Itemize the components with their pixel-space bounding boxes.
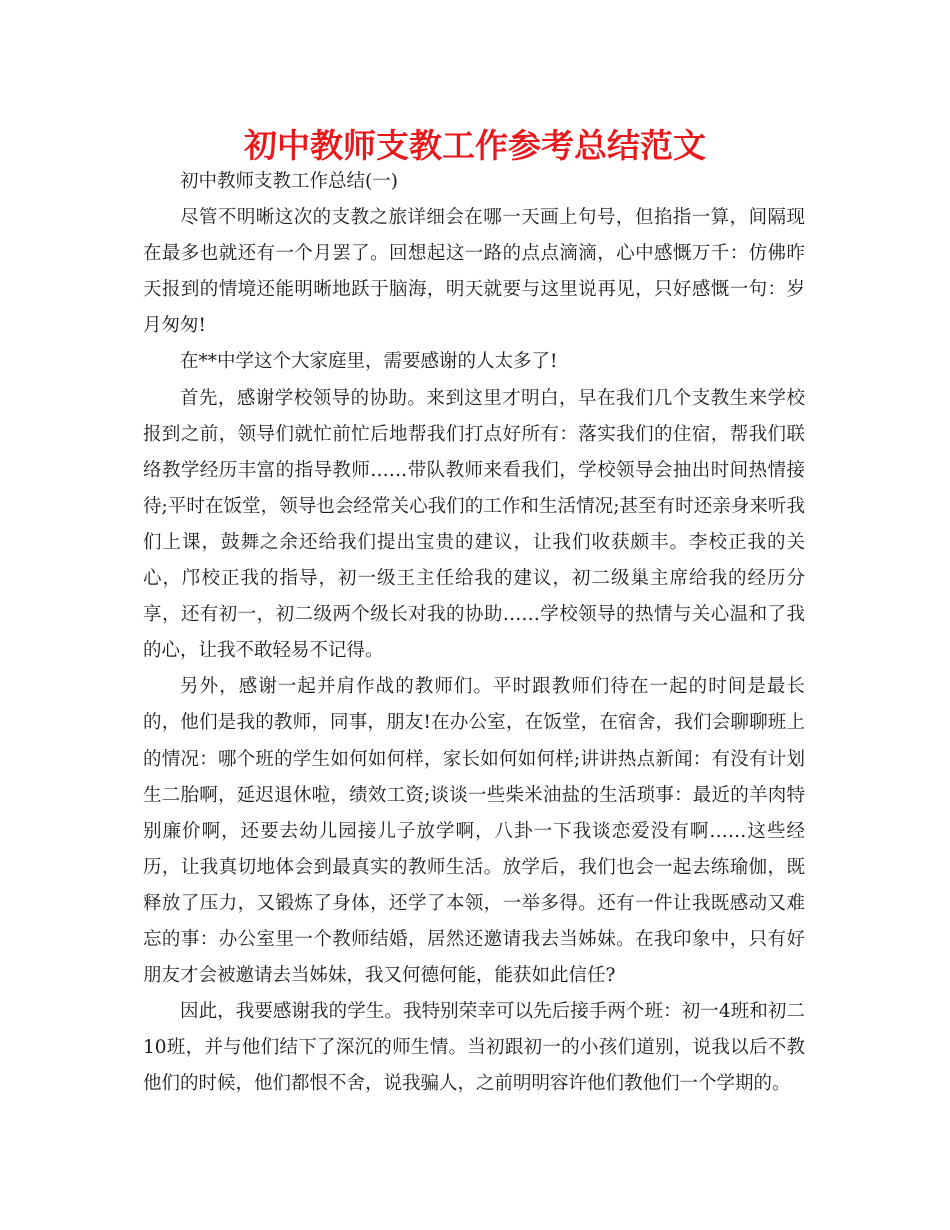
paragraph: 因此，我要感谢我的学生。我特别荣幸可以先后接手两个班：初一4班和初二10班，并与他们结下了深沉的师生情。当初跟初一的小孩们道别，说我以后不教他们的时候，他们都恨不舍，说我骗人，之前明明容许他们教他们一个学期的。 [143,1001,805,1095]
section-heading: 初中教师支教工作总结(一) [180,171,398,192]
paragraph: 另外，感谢一起并肩作战的教师们。平时跟教师们待在一起的时间是最长的，他们是我的教师，同事，朋友!在办公室，在饭堂，在宿舍，我们会聊聊班上的情况：哪个班的学生如何如何样，家长如何如何样;讲讲热点新闻：有没有计划生二胎啊，延迟退休啦，绩效工资;谈谈一些柴米油盐的生活琐事：最近的羊肉特别廉价啊，还要去幼儿园接儿子放学啊，八卦一下我谈恋爱没有啊……这些经历，让我真切地体会到最真实的教师生活。放学后，我们也会一起去练瑜伽，既释放了压力，又锻炼了身体，还学了本领，一举多得。还有一件让我既感动又难忘的事：办公室里一个教师结婚，居然还邀请我去当姊妹。在我印象中，只有好朋友才会被邀请去当姊妹，我又何德何能，能获如此信任? [143,676,805,987]
paragraph: 首先，感谢学校领导的协助。来到这里才明白，早在我们几个支教生来学校报到之前，领导们就忙前忙后地帮我们打点好所有：落实我们的住宿，帮我们联络教学经历丰富的指导教师……带队教师来看我们，学校领导会抽出时间热情接待;平时在饭堂，领导也会经常关心我们的工作和生活情况;甚至有时还亲身来听我们上课，鼓舞之余还给我们提出宝贵的建议，让我们收获颇丰。李校正我的关心，邝校正我的指导，初一级王主任给我的建议，初二级巢主席给我的经历分享，还有初一，初二级两个级长对我的协助……学校领导的热情与关心温和了我的心，让我不敢轻易不记得。 [143,387,805,662]
document-title: 初中教师支教工作参考总结范文 [244,126,706,165]
document-body [143,164,805,1102]
paragraph: 尽管不明晰这次的支教之旅详细会在哪一天画上句号，但掐指一算，间隔现在最多也就还有一个月罢了。回想起这一路的点点滴滴，心中感慨万千：仿佛昨天报到的情境还能明晰地跃于脑海，明天就要与这里说再见，只好感慨一句：岁月匆匆! [143,207,805,337]
paragraph: 在**中学这个大家庭里，需要感谢的人太多了! [180,351,558,373]
